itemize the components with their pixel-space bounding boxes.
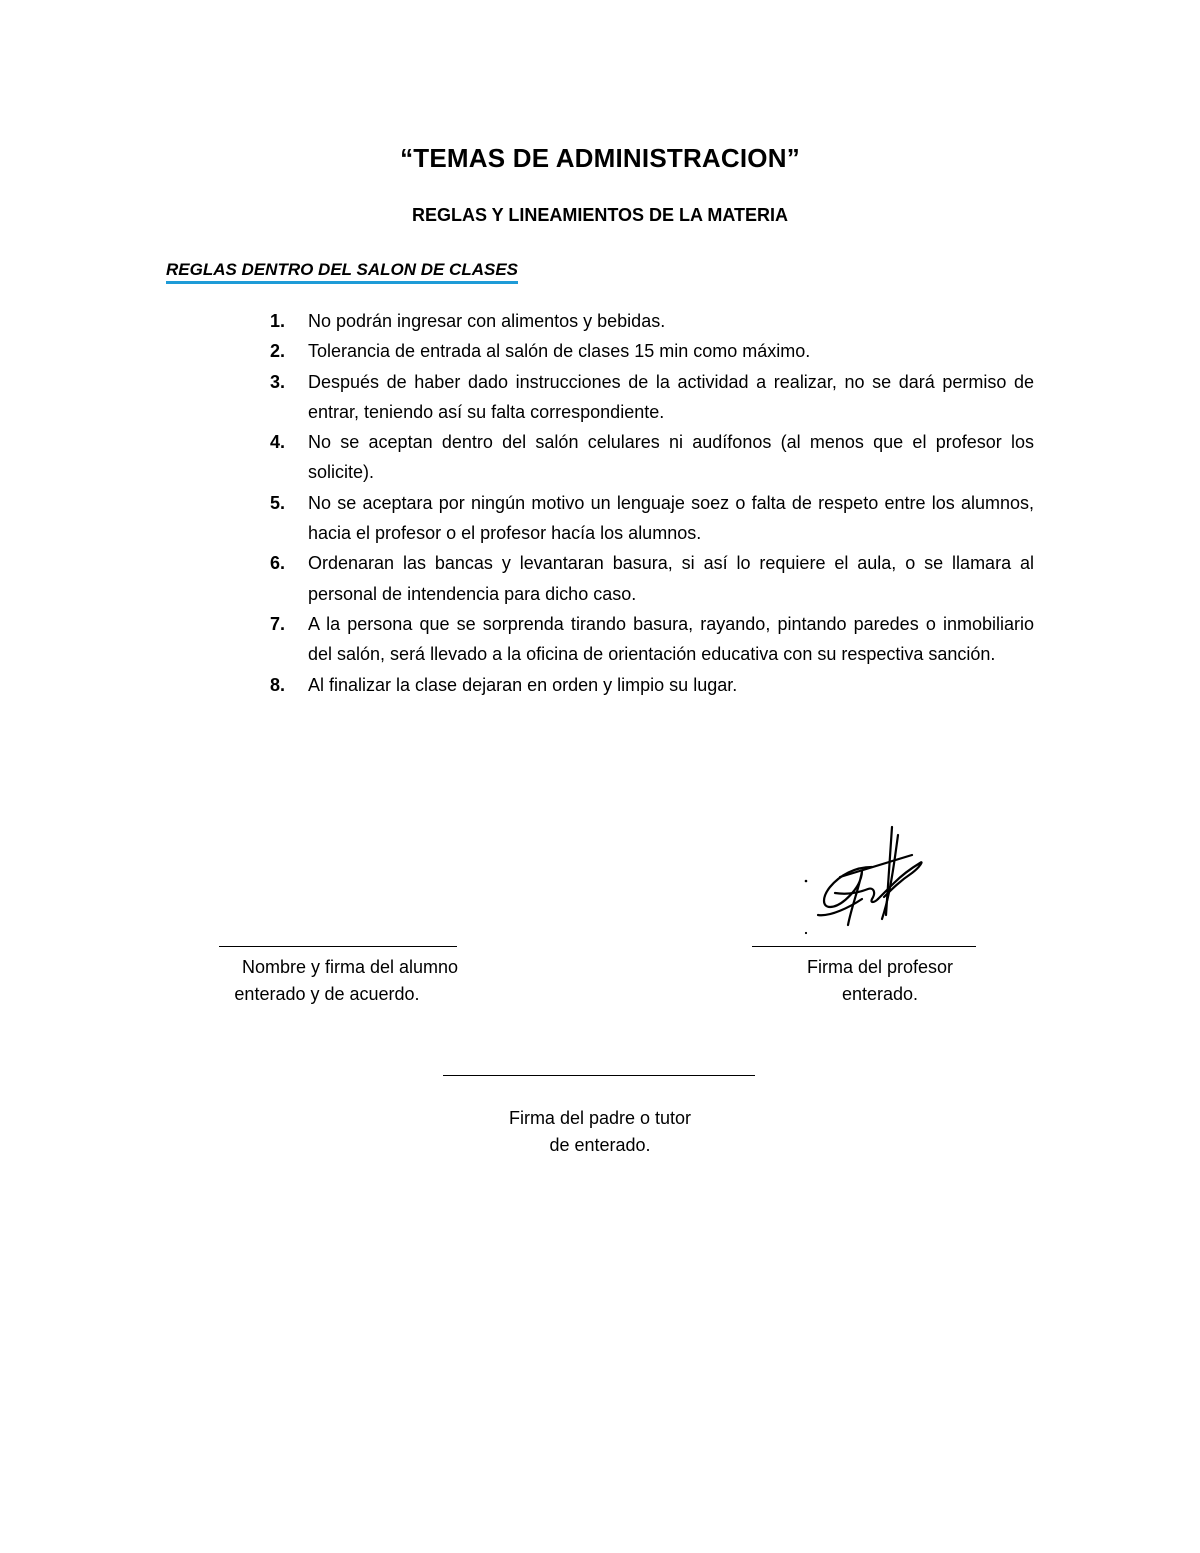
rule-item-2 xyxy=(262,336,1034,366)
rule-item-8 xyxy=(262,670,1034,700)
parent-signature-line xyxy=(443,1075,755,1076)
section-heading: REGLAS DENTRO DEL SALON DE CLASES xyxy=(166,260,518,284)
rule-text: No podrán ingresar con alimentos y bebidas. xyxy=(308,311,666,331)
rule-number: 3. xyxy=(270,371,286,392)
rule-text: A la persona que se sorprenda tirando basura, rayando, pintando paredes o inmobiliario del salón, será llevado a la oficina de orientación educativa con su respectiva sanción. xyxy=(308,613,1034,665)
rule-item-3 xyxy=(262,367,1034,428)
teacher-caption-line2: enterado. xyxy=(841,984,919,1004)
rules-list xyxy=(262,306,1034,700)
document-title: “TEMAS DE ADMINISTRACION” xyxy=(400,143,800,173)
teacher-signature-line xyxy=(752,946,976,947)
rule-item-4 xyxy=(262,427,1034,488)
rule-text: No se aceptara por ningún motivo un lenguaje soez o falta de respeto entre los alumnos, hacia el profesor o el profesor hacía los alumnos. xyxy=(308,492,1034,544)
rule-item-1 xyxy=(262,306,1034,336)
rule-text: Al finalizar la clase dejaran en orden y limpio su lugar. xyxy=(308,674,738,695)
teacher-signature-caption xyxy=(740,954,1020,1008)
rule-number: 1. xyxy=(270,311,286,331)
rule-number: 5. xyxy=(270,492,286,513)
parent-signature-caption xyxy=(450,1105,750,1159)
student-caption-line1: Nombre y firma del alumno xyxy=(241,957,459,977)
parent-caption-line2: de enterado. xyxy=(549,1135,651,1155)
teacher-signature-image xyxy=(800,815,935,940)
teacher-caption-line1: Firma del profesor xyxy=(806,957,954,977)
student-caption-line2: enterado y de acuerdo. xyxy=(234,984,420,1004)
rule-item-6 xyxy=(262,548,1034,609)
rule-number: 2. xyxy=(270,341,286,362)
rule-text: Después de haber dado instrucciones de la actividad a realizar, no se dará permiso de entrar, teniendo así su falta correspondiente. xyxy=(308,371,1034,422)
student-signature-line xyxy=(219,946,457,947)
rule-text: Ordenaran las bancas y levantaran basura, si así lo requiere el aula, o se llamara al personal de intendencia para dicho caso. xyxy=(308,553,1034,604)
rule-number: 4. xyxy=(270,432,286,453)
rule-item-5 xyxy=(262,488,1034,549)
rule-text: Tolerancia de entrada al salón de clases 15 min como máximo. xyxy=(308,341,811,362)
rule-item-7 xyxy=(262,609,1034,670)
student-signature-caption xyxy=(200,954,500,1008)
document-subtitle: REGLAS Y LINEAMIENTOS DE LA MATERIA xyxy=(411,205,789,225)
rule-text: No se aceptan dentro del salón celulares ni audífonos (al menos que el profesor los solicite). xyxy=(308,432,1034,483)
parent-caption-line1: Firma del padre o tutor xyxy=(508,1108,692,1128)
rule-number: 7. xyxy=(270,613,286,634)
rule-number: 6. xyxy=(270,553,286,574)
rule-number: 8. xyxy=(270,674,286,695)
